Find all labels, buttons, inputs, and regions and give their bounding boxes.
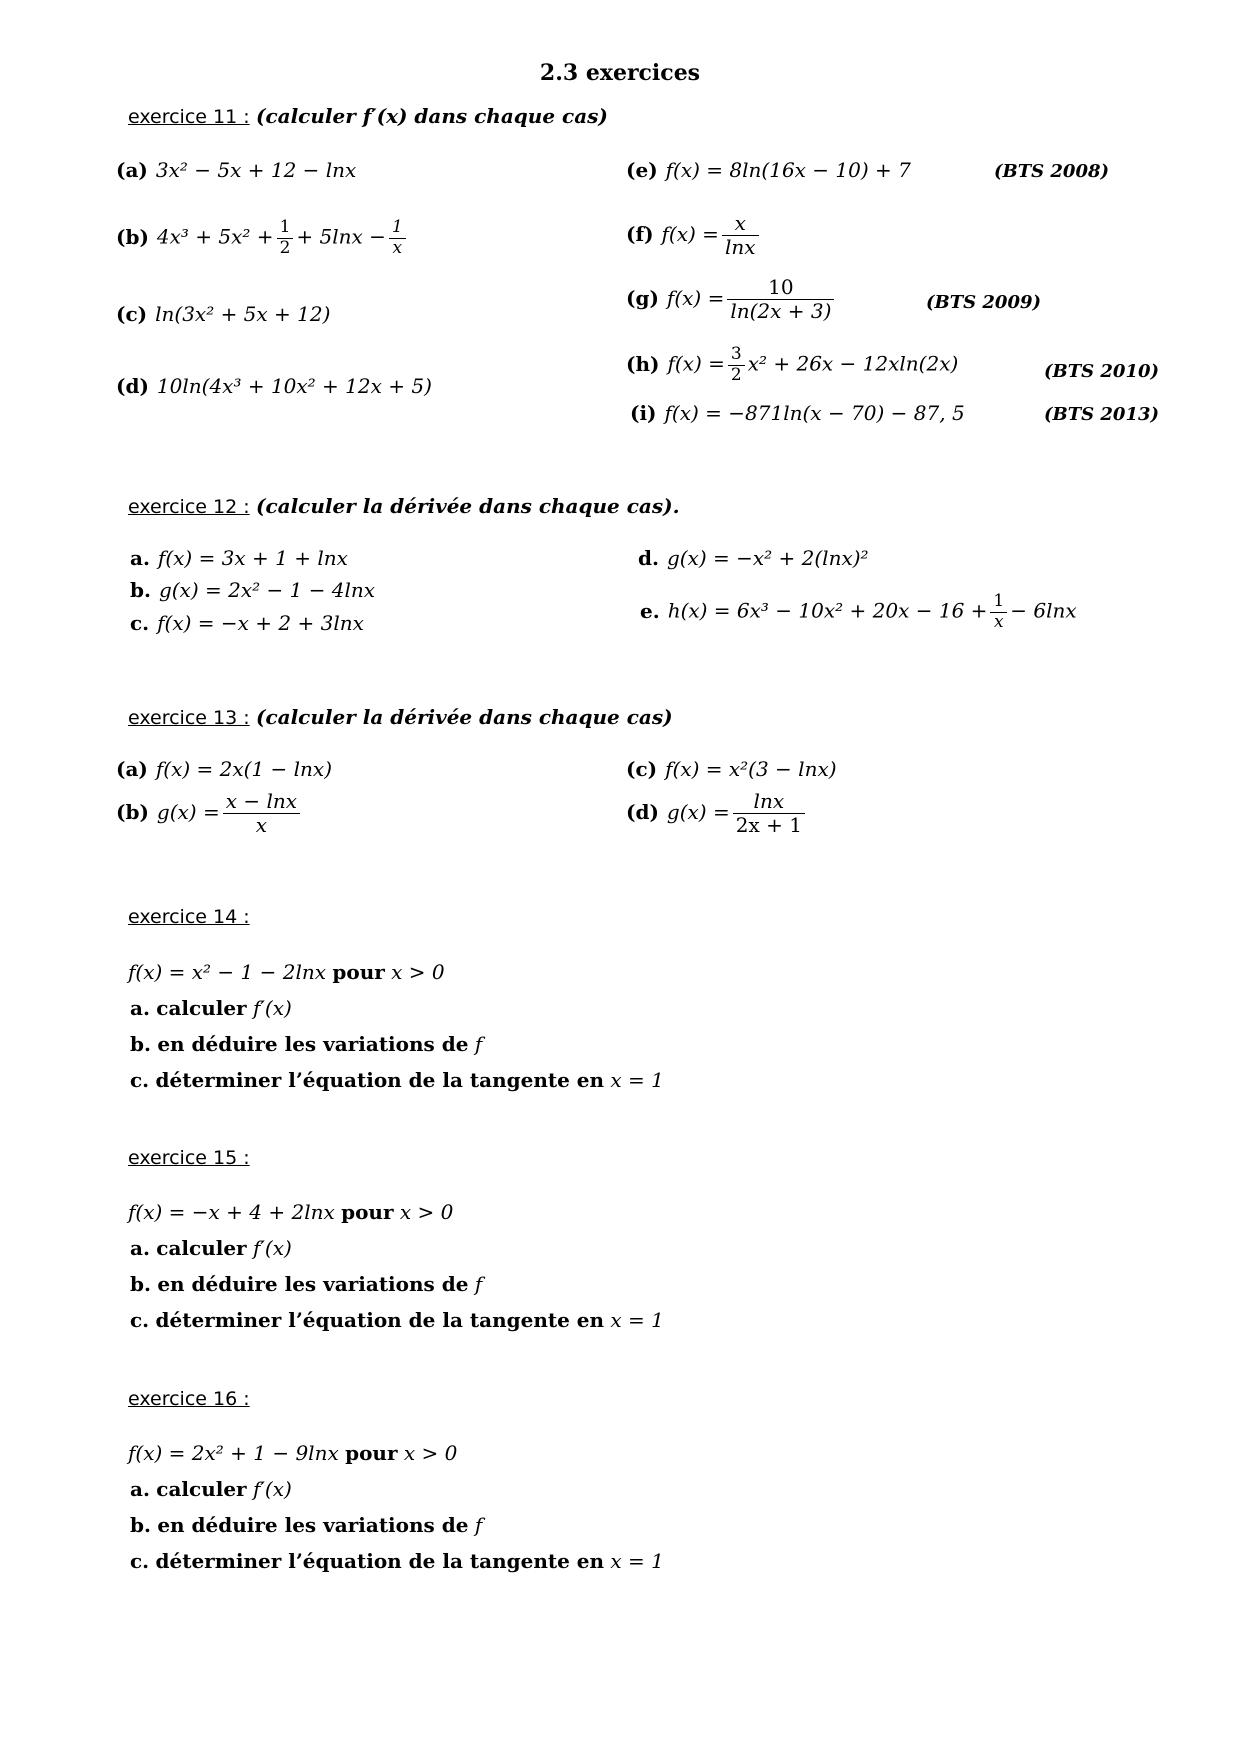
ex13-header	[128, 705, 673, 729]
ex14-question-c: c. déterminer l’équation de la tangente en x = 1	[130, 1068, 664, 1092]
ex15-question-b: b. en déduire les variations de f	[130, 1272, 483, 1296]
ex15-header	[128, 1145, 250, 1169]
ex14-label: exercice 14 :	[128, 906, 250, 928]
ex13-instruction: (calculer la dérivée dans chaque cas)	[255, 705, 673, 729]
ex14-header	[128, 904, 250, 928]
ex16-question-a: a. calculer f′(x)	[130, 1477, 292, 1501]
ex12-item-b: b. g(x) = 2x² − 1 − 4lnx	[130, 578, 376, 602]
ex11-item-b: (b) 4x³ + 5x² + $\frac{1}{2}$ + 5lnx − $\frac{1}{x}$	[116, 218, 409, 258]
ex13-item-c: (c) f(x) = x²(3 − lnx)	[626, 757, 837, 781]
ex11-note-g: (BTS 2009)	[926, 292, 1042, 313]
ex12-item-a: a. f(x) = 3x + 1 + lnx	[130, 546, 348, 570]
ex11-item-h: (h) f(x) = $\frac{3}{2}$ x² + 26x − 12xln(2x)	[626, 344, 959, 385]
ex14-question-b: b. en déduire les variations de f	[130, 1032, 483, 1056]
ex11-label: exercice 11 :	[128, 106, 250, 128]
ex15-question-c: c. déterminer l’équation de la tangente en x = 1	[130, 1308, 664, 1332]
ex13-item-b: (b) g(x) = $\frac{x - \ln x}{x}$	[116, 790, 303, 837]
ex11-item-f: (f) f(x) = $\frac{x}{\ln x}$	[626, 212, 762, 259]
ex15-function: f(x) = −x + 4 + 2lnx pour x > 0	[128, 1200, 454, 1224]
ex12-label: exercice 12 :	[128, 496, 250, 518]
ex12-item-c: c. f(x) = −x + 2 + 3lnx	[130, 611, 364, 635]
ex12-item-e: e. h(x) = 6x³ − 10x² + 20x − 16 + $\frac{1}{x}$ − 6lnx	[640, 591, 1077, 632]
ex11-item-e: (e) f(x) = 8ln(16x − 10) + 7	[626, 158, 911, 182]
ex14-function: f(x) = x² − 1 − 2lnx pour x > 0	[128, 960, 445, 984]
ex15-label: exercice 15 :	[128, 1147, 250, 1169]
ex13-item-a: (a) f(x) = 2x(1 − lnx)	[116, 757, 333, 781]
ex12-item-d: d. g(x) = −x² + 2(lnx)²	[638, 546, 869, 570]
ex12-header	[128, 494, 680, 518]
ex11-note-e: (BTS 2008)	[994, 161, 1110, 182]
ex11-note-i: (BTS 2013)	[1044, 404, 1160, 425]
ex14-question-a: a. calculer f′(x)	[130, 996, 292, 1020]
ex16-question-b: b. en déduire les variations de f	[130, 1513, 483, 1537]
ex13-label: exercice 13 :	[128, 707, 250, 729]
ex11-item-a: (a) 3x² − 5x + 12 − lnx	[116, 158, 357, 182]
ex16-header	[128, 1386, 250, 1410]
ex11-item-g: (g) f(x) = $\frac{10}{\ln(2x + 3)}$	[626, 276, 837, 323]
ex16-function: f(x) = 2x² + 1 − 9lnx pour x > 0	[128, 1441, 458, 1465]
ex11-note-h: (BTS 2010)	[1044, 361, 1160, 382]
ex11-header	[128, 104, 608, 128]
ex16-question-c: c. déterminer l’équation de la tangente en x = 1	[130, 1549, 664, 1573]
ex11-instruction: (calculer f′(x) dans chaque cas)	[255, 104, 608, 128]
ex15-question-a: a. calculer f′(x)	[130, 1236, 292, 1260]
ex12-instruction: (calculer la dérivée dans chaque cas).	[255, 494, 680, 518]
ex13-item-d: (d) g(x) = $\frac{\ln x}{2x + 1}$	[626, 790, 808, 837]
ex11-item-c: (c) ln(3x² + 5x + 12)	[116, 302, 331, 326]
ex11-item-d: (d) 10ln(4x³ + 10x² + 12x + 5)	[116, 374, 432, 398]
ex16-label: exercice 16 :	[128, 1388, 250, 1410]
ex11-item-i: (i) f(x) = −871ln(x − 70) − 87, 5	[630, 401, 965, 425]
section-title: 2.3 exercices	[539, 60, 701, 86]
